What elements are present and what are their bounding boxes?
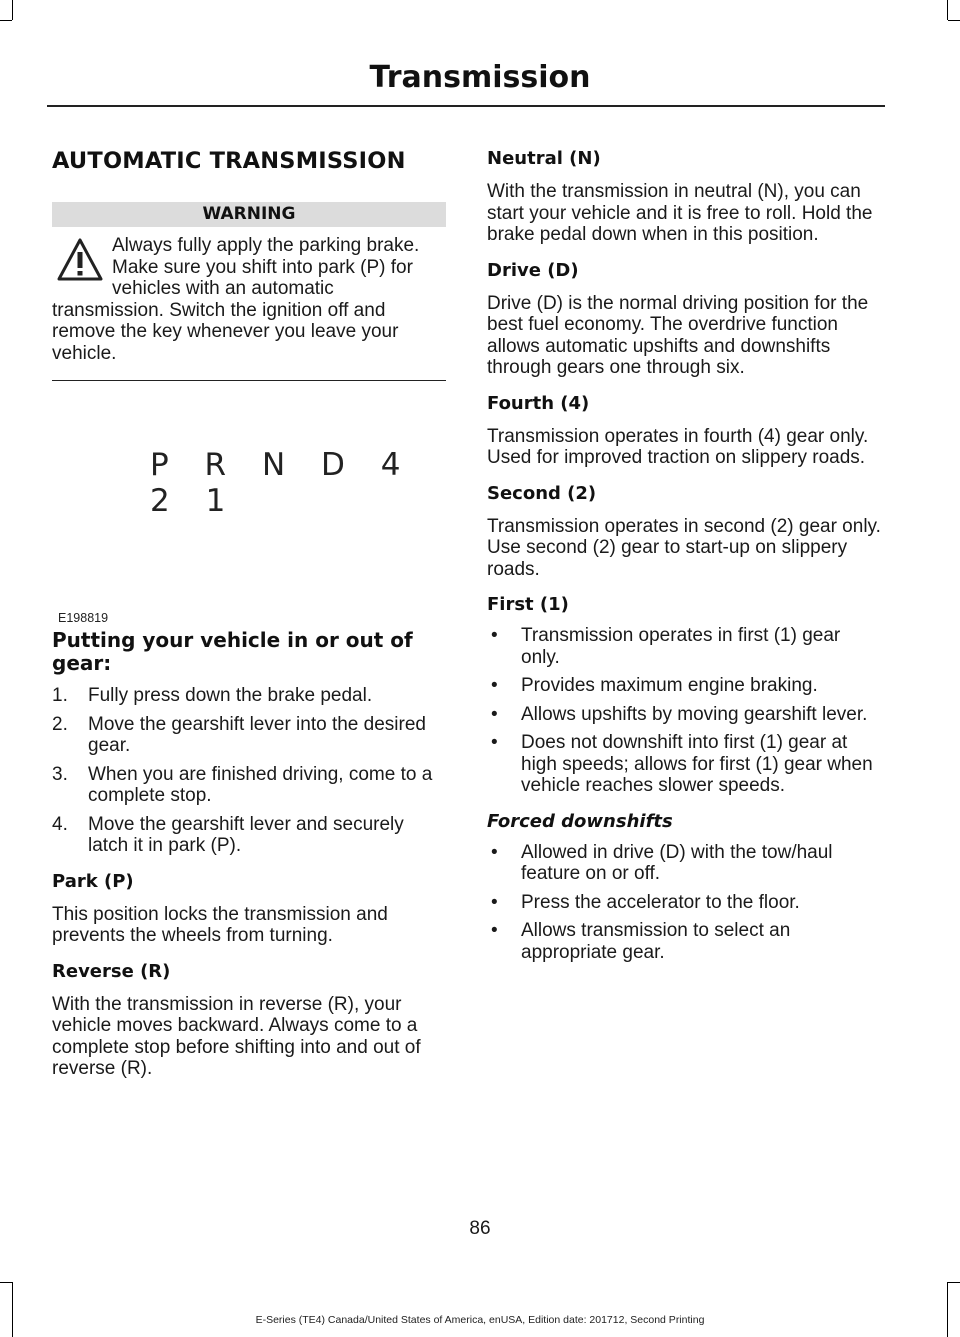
figure-code: E198819 (58, 611, 109, 625)
second-text: Transmission operates in second (2) gear only. Use second (2) gear to start-up on slippery roads. (487, 515, 881, 580)
left-column (52, 140, 446, 1080)
page-number: 86 (469, 1218, 491, 1239)
page-footer: E-Series (TE4) Canada/United States of America, enUSA, Edition date: 201712, Second Printing (255, 1314, 705, 1326)
list-item: • Allowed in drive (D) with the tow/haul feature on or off. (491, 841, 833, 884)
crop-mark (12, 1282, 13, 1337)
gear-shift-steps (52, 685, 446, 857)
list-item: • Does not downshift into first (1) gear at high speeds; allows for first (1) gear when vehicle reaches slower speeds. (491, 732, 873, 796)
drive-heading: Drive (D) (487, 259, 579, 281)
forced-downshift-bullets (487, 842, 883, 964)
list-item: 2. Move the gearshift lever into the desired gear. (52, 713, 426, 756)
neutral-heading: Neutral (N) (487, 148, 601, 169)
park-text: This position locks the transmission and prevents the wheels from turning. (52, 903, 388, 946)
crop-mark (0, 1282, 12, 1283)
crop-mark (12, 0, 13, 20)
gear-shift-subtitle: Putting your vehicle in or out of gear: (52, 628, 413, 675)
crop-mark (0, 20, 12, 21)
list-item: • Provides maximum engine braking. (491, 675, 818, 696)
warning-triangle-icon (56, 237, 104, 283)
crop-mark (948, 1282, 960, 1283)
reverse-text: With the transmission in reverse (R), your vehicle moves backward. Always come to a complete stop before shifting into and out of reverse (R). (52, 993, 421, 1079)
neutral-text: With the transmission in neutral (N), you can start your vehicle and it is free to roll. Hold the brake pedal down when in this position. (487, 181, 873, 245)
fourth-heading: Fourth (4) (487, 392, 590, 414)
page-header-title: Transmission (369, 60, 591, 95)
first-gear-bullets (487, 625, 883, 797)
crop-mark (947, 0, 948, 20)
list-item: • Allows transmission to select an appropriate gear. (491, 920, 791, 963)
warning-box (52, 202, 446, 381)
list-item: • Allows upshifts by moving gearshift lever. (491, 703, 868, 725)
crop-mark (947, 1282, 948, 1337)
drive-text: Drive (D) is the normal driving position for the best fuel economy. The overdrive function allows automatic upshifts and downshifts through gears one through six. (487, 292, 869, 378)
header-divider (47, 105, 885, 107)
list-item: 3. When you are finished driving, come to a complete stop. (52, 763, 433, 806)
gear-sequence: P R N D 4 2 1 (150, 447, 414, 519)
reverse-heading: Reverse (R) (52, 960, 171, 982)
park-heading: Park (P) (52, 870, 134, 892)
section-title: AUTOMATIC TRANSMISSION (52, 148, 406, 174)
list-item: 4. Move the gearshift lever and securely latch it in park (P). (52, 813, 404, 856)
first-heading: First (1) (487, 594, 569, 615)
gear-indicator-figure (52, 381, 446, 625)
fourth-text: Transmission operates in fourth (4) gear only. Used for improved traction on slippery roads. (487, 425, 869, 468)
warning-label: WARNING (52, 202, 446, 227)
forced-downshifts-heading: Forced downshifts (487, 810, 673, 832)
list-item: 1. Fully press down the brake pedal. (52, 685, 373, 706)
list-item: • Transmission operates in first (1) gear only. (491, 625, 841, 668)
right-column (487, 140, 883, 970)
list-item: • Press the accelerator to the floor. (491, 891, 800, 913)
crop-mark (948, 20, 960, 21)
warning-text: Always fully apply the parking brake. Make sure you shift into park (P) for vehicles with an automatic transmission. Switch the ignition off and remove the key whenever you leave your vehicle. (52, 235, 420, 364)
second-heading: Second (2) (487, 482, 597, 504)
warning-body (52, 235, 446, 364)
